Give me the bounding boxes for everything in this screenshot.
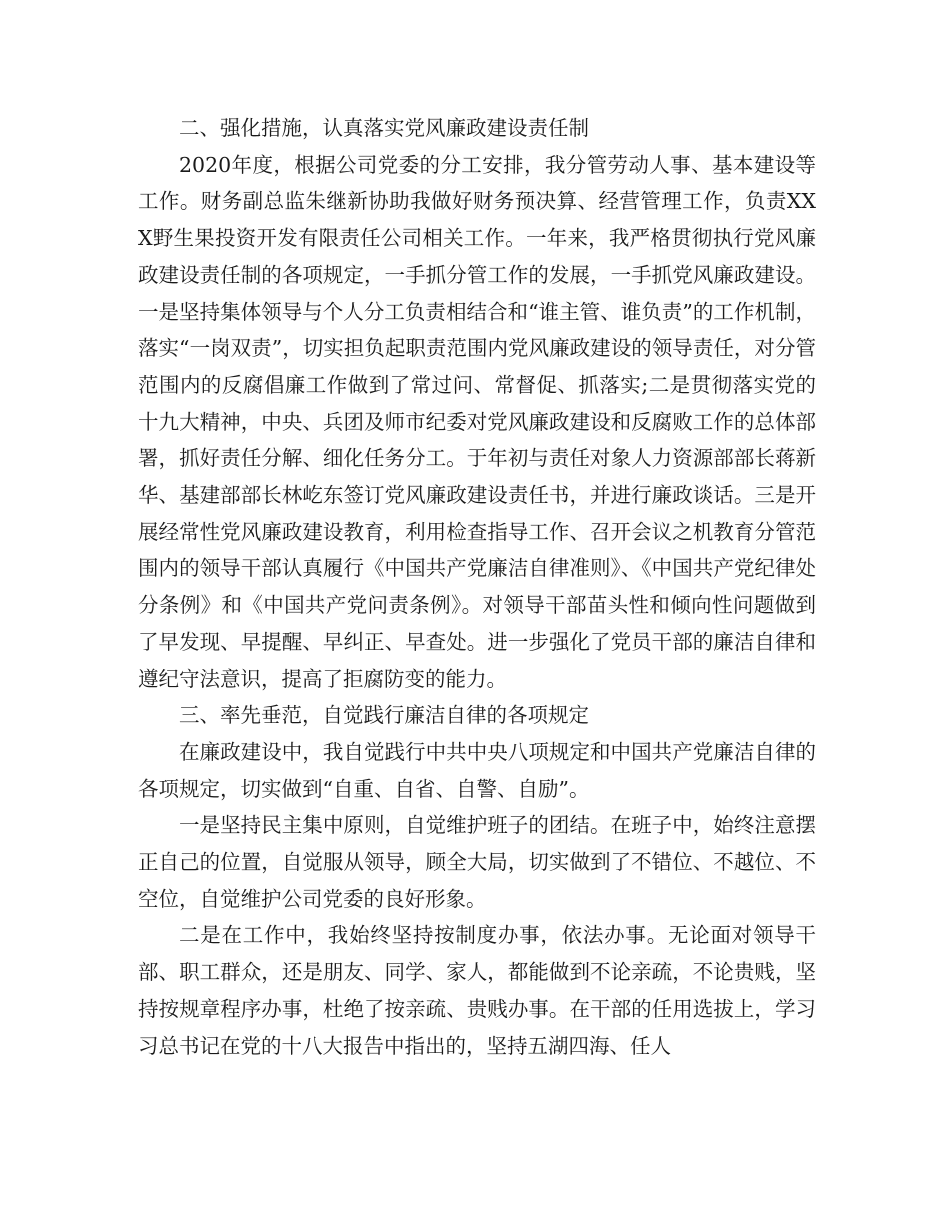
paragraph-self-discipline-intro: 在廉政建设中，我自觉践行中共中央八项规定和中国共产党廉洁自律的各项规定，切实做到“自重、自省、自警、自励”。 <box>138 739 816 801</box>
section-heading-3: 三、率先垂范，自觉践行廉洁自律的各项规定 <box>179 703 589 728</box>
paragraph-rule-based-work: 二是在工作中，我始终坚持按制度办事，依法办事。无论面对领导干部、职工群众，还是朋友、同学、家人，都能做到不论亲疏，不论贵贱，坚持按规章程序办事，杜绝了按亲疏、贵贱办事。在干部的任用选拔上，学习习总书记在党的十八大报告中指出的，坚持五湖四海、任人 <box>138 923 816 1058</box>
document-body <box>138 110 816 1064</box>
paragraph-responsibility-system: 2020年度，根据公司党委的分工安排，我分管劳动人事、基本建设等工作。财务副总监朱继新协助我做好财务预决算、经营管理工作，负责XXX野生果投资开发有限责任公司相关工作。一年来，我严格贯彻执行党风廉政建设责任制的各项规定，一手抓分管工作的发展，一手抓党风廉政建设。一是坚持集体领导与个人分工负责相结合和“谁主管、谁负责”的工作机制，落实“一岗双责”，切实担负起职责范围内党风廉政建设的领导责任，对分管范围内的反腐倡廉工作做到了常过问、常督促、抓落实;二是贯彻落实党的十九大精神，中央、兵团及师市纪委对党风廉政建设和反腐败工作的总体部署，抓好责任分解、细化任务分工。于年初与责任对象人力资源部部长蒋新华、基建部部长林屹东签订党风廉政建设责任书，并进行廉政谈话。三是开展经常性党风廉政建设教育，利用检查指导工作、召开会议之机教育分管范围内的领导干部认真履行《中国共产党廉洁自律准则》、《中国共产党纪律处分条例》和《中国共产党问责条例》。对领导干部苗头性和倾向性问题做到了早发现、早提醒、早纠正、早查处。进一步强化了党员干部的廉洁自律和遵纪守法意识，提高了拒腐防变的能力。 <box>138 152 816 691</box>
paragraph-democratic-centralism: 一是坚持民主集中原则，自觉维护班子的团结。在班子中，始终注意摆正自己的位置，自觉服从领导，顾全大局，切实做到了不错位、不越位、不空位，自觉维护公司党委的良好形象。 <box>138 813 816 911</box>
section-heading-2: 二、强化措施，认真落实党风廉政建设责任制 <box>179 116 589 140</box>
